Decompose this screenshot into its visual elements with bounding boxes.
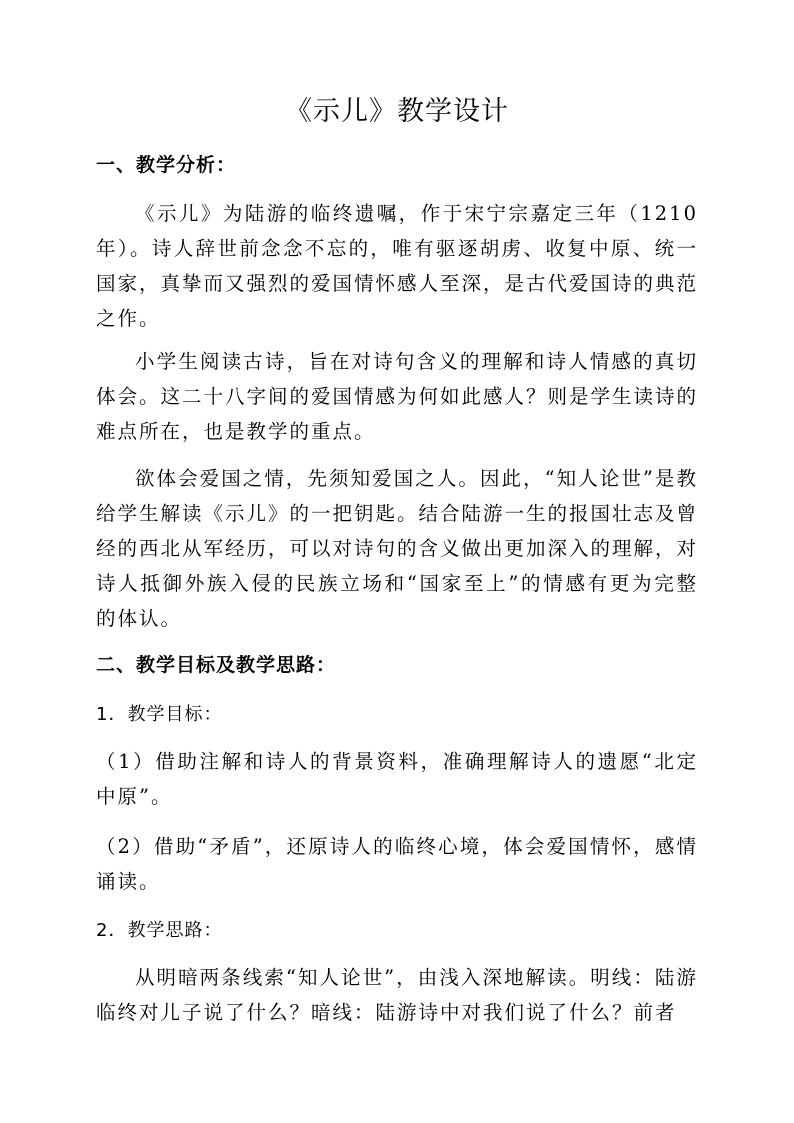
goals-heading-block (96, 697, 698, 732)
analysis-paragraph-1: 《示儿》为陆游的临终遗嘱，作于宋宁宗嘉定三年（1210年）。诗人辞世前念念不忘的，唯有驱逐胡虏、收复中原、统一国家，真挚而又强烈的爱国情怀感人至深，是古代爱国诗的典范之作。 (96, 202, 699, 330)
analysis-paragraph-2: 小学生阅读古诗，旨在对诗句含义的理解和诗人情感的真切体会。这二十八字间的爱国情感为何如此感人？则是学生读诗的难点所在，也是教学的重点。 (96, 350, 699, 443)
goal-1-block (96, 744, 698, 814)
goal-2-block (96, 829, 698, 899)
document-page (96, 0, 698, 1123)
analysis-paragraph-3: 欲体会爱国之情，先须知爱国之人。因此，“知人论世”是教给学生解读《示儿》的一把钥匙。结合陆游一生的报国壮志及曾经的西北从军经历，可以对诗句的含义做出更加深入的理解，对诗人抵御外族入侵的民族立场和“国家至上”的情感有更为完整的体认。 (96, 467, 699, 630)
analysis-paragraph-3-block (96, 461, 698, 636)
analysis-paragraph-1-block (96, 196, 698, 336)
approach-heading-block (96, 913, 698, 948)
document-title: 《示儿》教学设计 (285, 96, 509, 127)
approach-paragraph: 从明暗两条线索“知人论世”，由浅入深地解读。明线：陆游临终对儿子说了什么？暗线：陆游诗中对我们说了什么？前者 (96, 966, 698, 1024)
goal-item-2: （2）借助“矛盾”，还原诗人的临终心境，体会爱国情怀，感情诵读。 (96, 835, 698, 893)
section-heading-goals: 二、教学目标及教学思路： (96, 654, 337, 676)
analysis-paragraph-2-block (96, 344, 698, 449)
section-heading-analysis: 一、教学分析： (96, 154, 237, 176)
section-teaching-analysis (96, 148, 698, 183)
section-goals-and-approach (96, 648, 698, 683)
subheading-teaching-goals: 1．教学目标： (96, 704, 223, 725)
approach-paragraph-block (96, 960, 698, 1030)
subheading-teaching-approach: 2．教学思路： (96, 920, 223, 941)
goal-item-1: （1）借助注解和诗人的背景资料，准确理解诗人的遗愿“北定中原”。 (96, 750, 698, 808)
